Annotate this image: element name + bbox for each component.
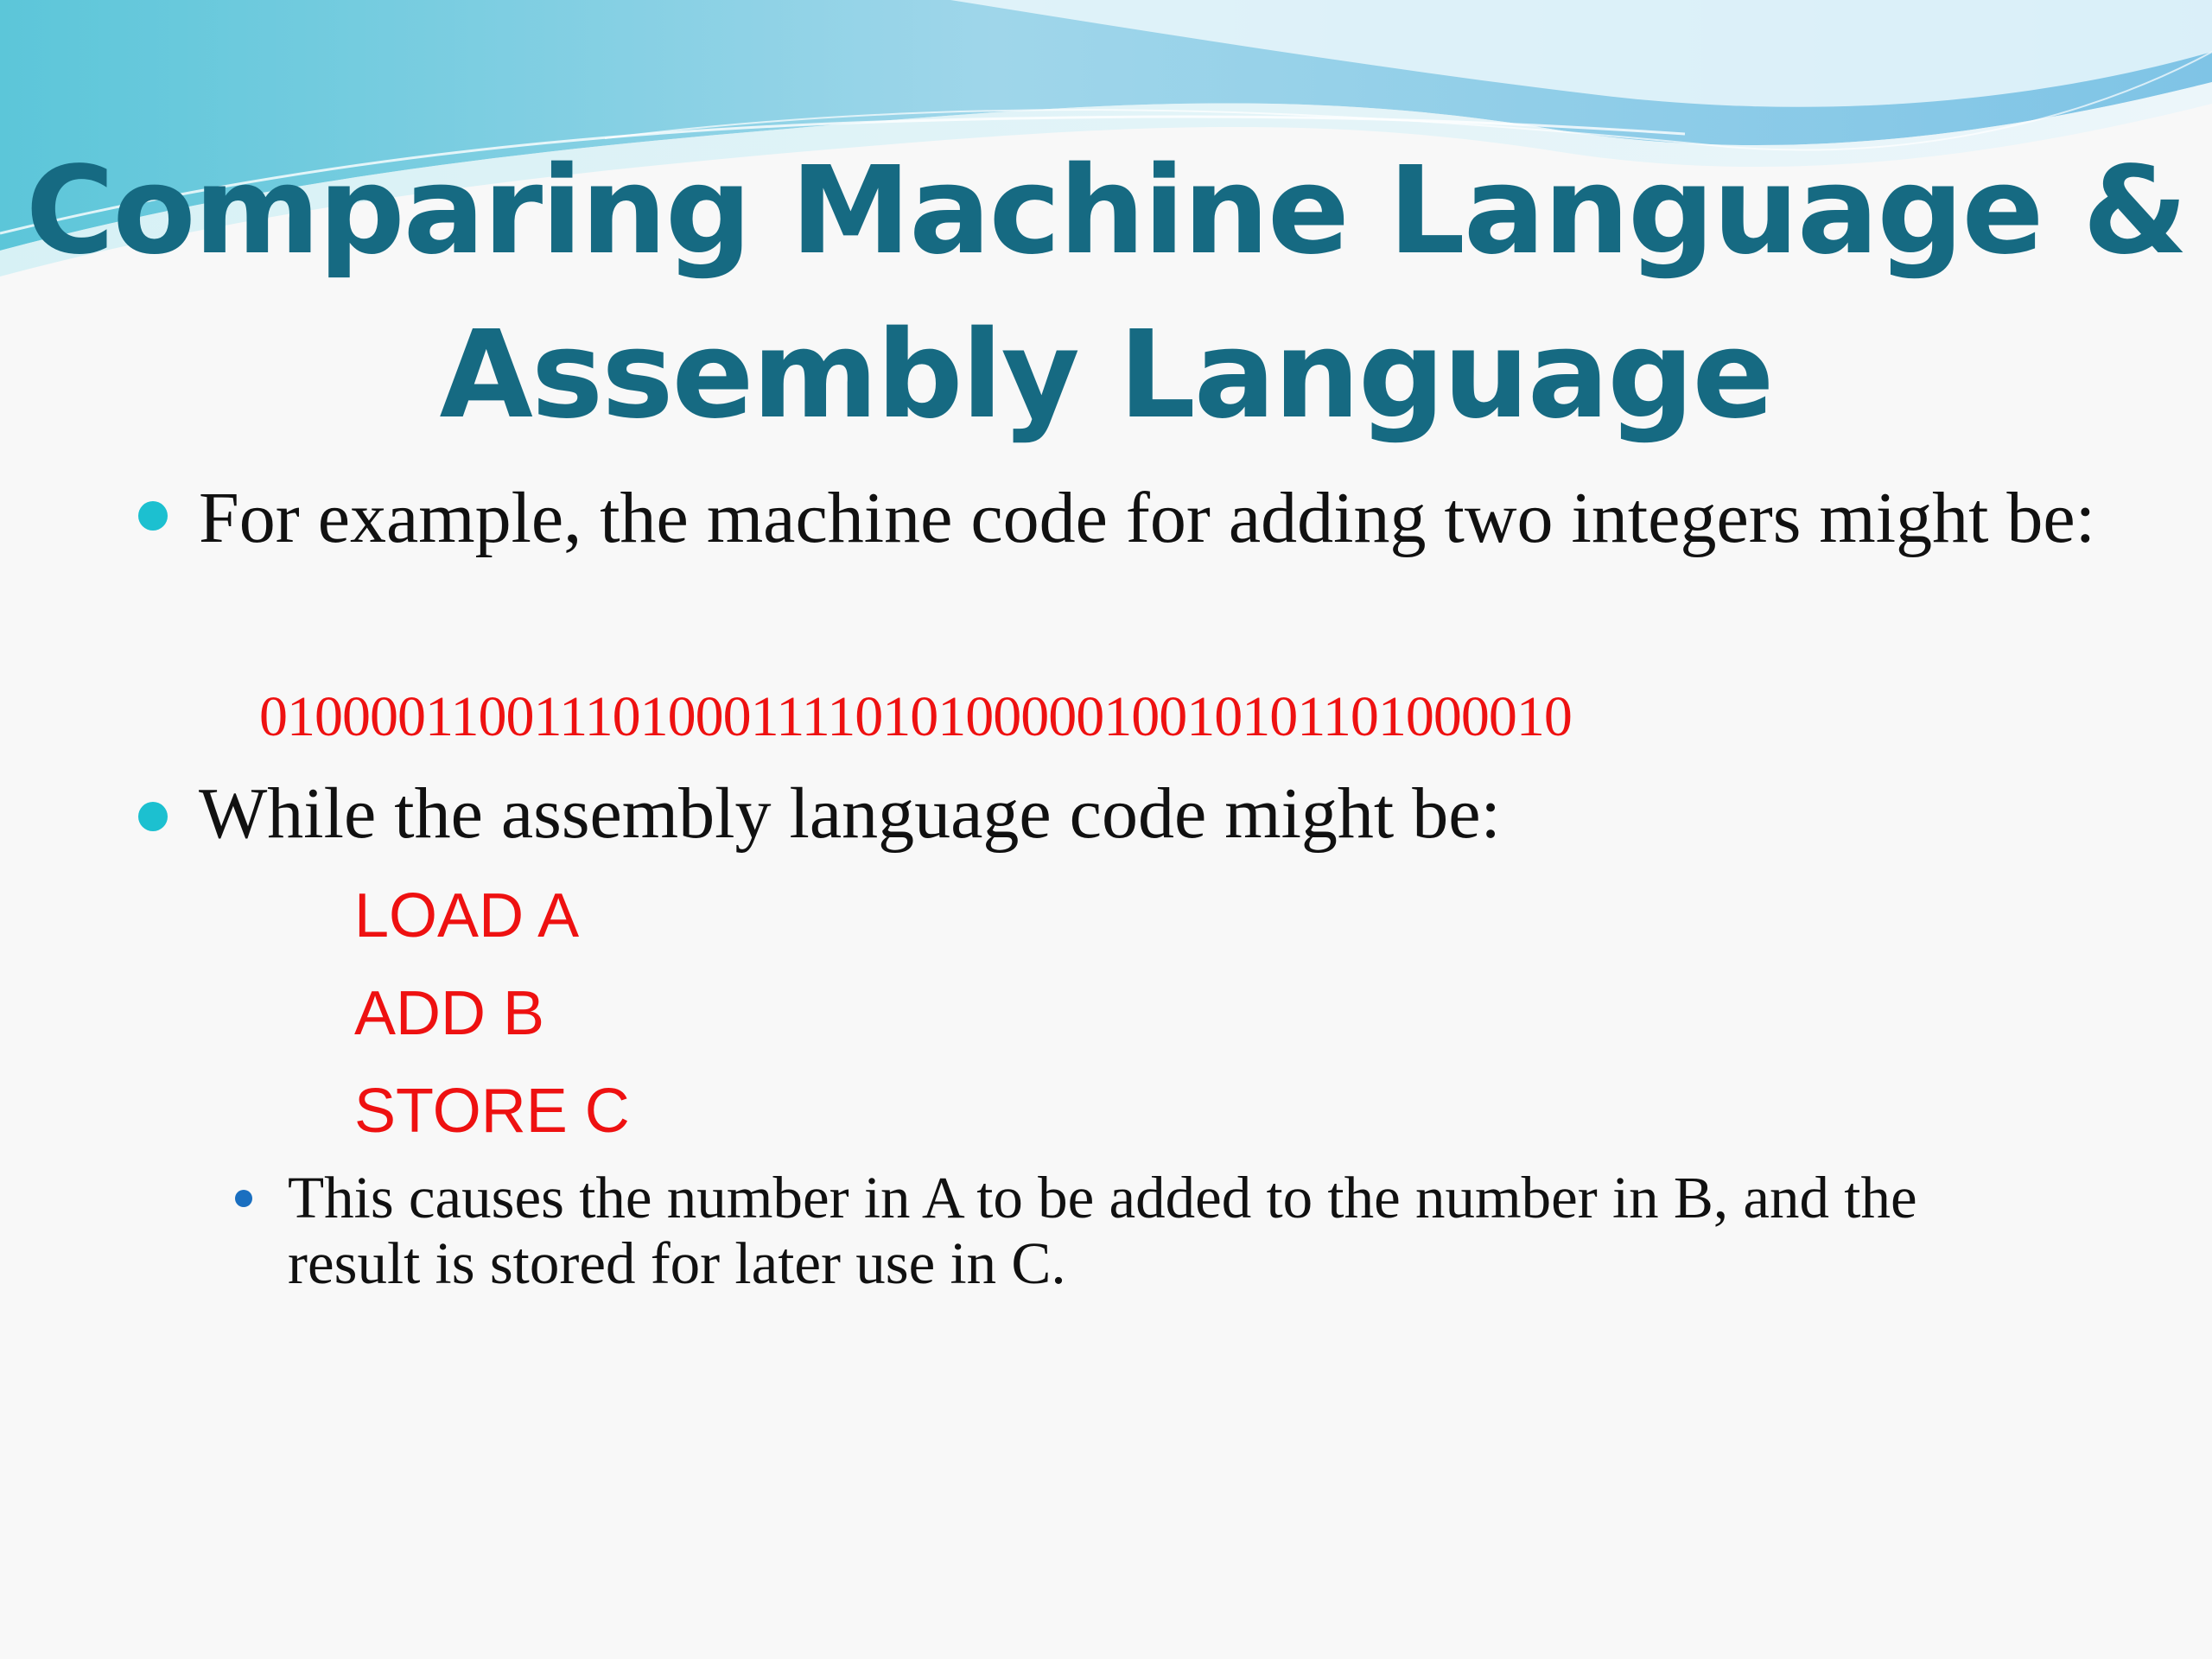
assembly-line-add: ADD B: [354, 979, 545, 1048]
bullet-dot-icon: [138, 501, 168, 531]
sub-bullet-explanation: This causes the number in A to be added to the number in B, and the result is stored for later use in C.: [288, 1165, 1917, 1296]
bullet-machine-code-intro: For example, the machine code for adding two integers might be:: [199, 478, 2096, 558]
bullet-dot-icon: [138, 802, 168, 831]
title-line-1: Comparing Machine Language &: [25, 141, 2187, 282]
assembly-line-load: LOAD A: [354, 881, 580, 950]
slide-title: [0, 130, 2212, 458]
bullet-assembly-intro: While the assembly language code might be:: [199, 773, 1501, 854]
sub-bullet-dot-icon: [235, 1190, 252, 1207]
title-line-2: Assembly Language: [439, 305, 1773, 446]
assembly-line-store: STORE C: [354, 1077, 630, 1146]
machine-code-example: 010000110011101000111101010000010010101101000010: [259, 685, 1572, 748]
